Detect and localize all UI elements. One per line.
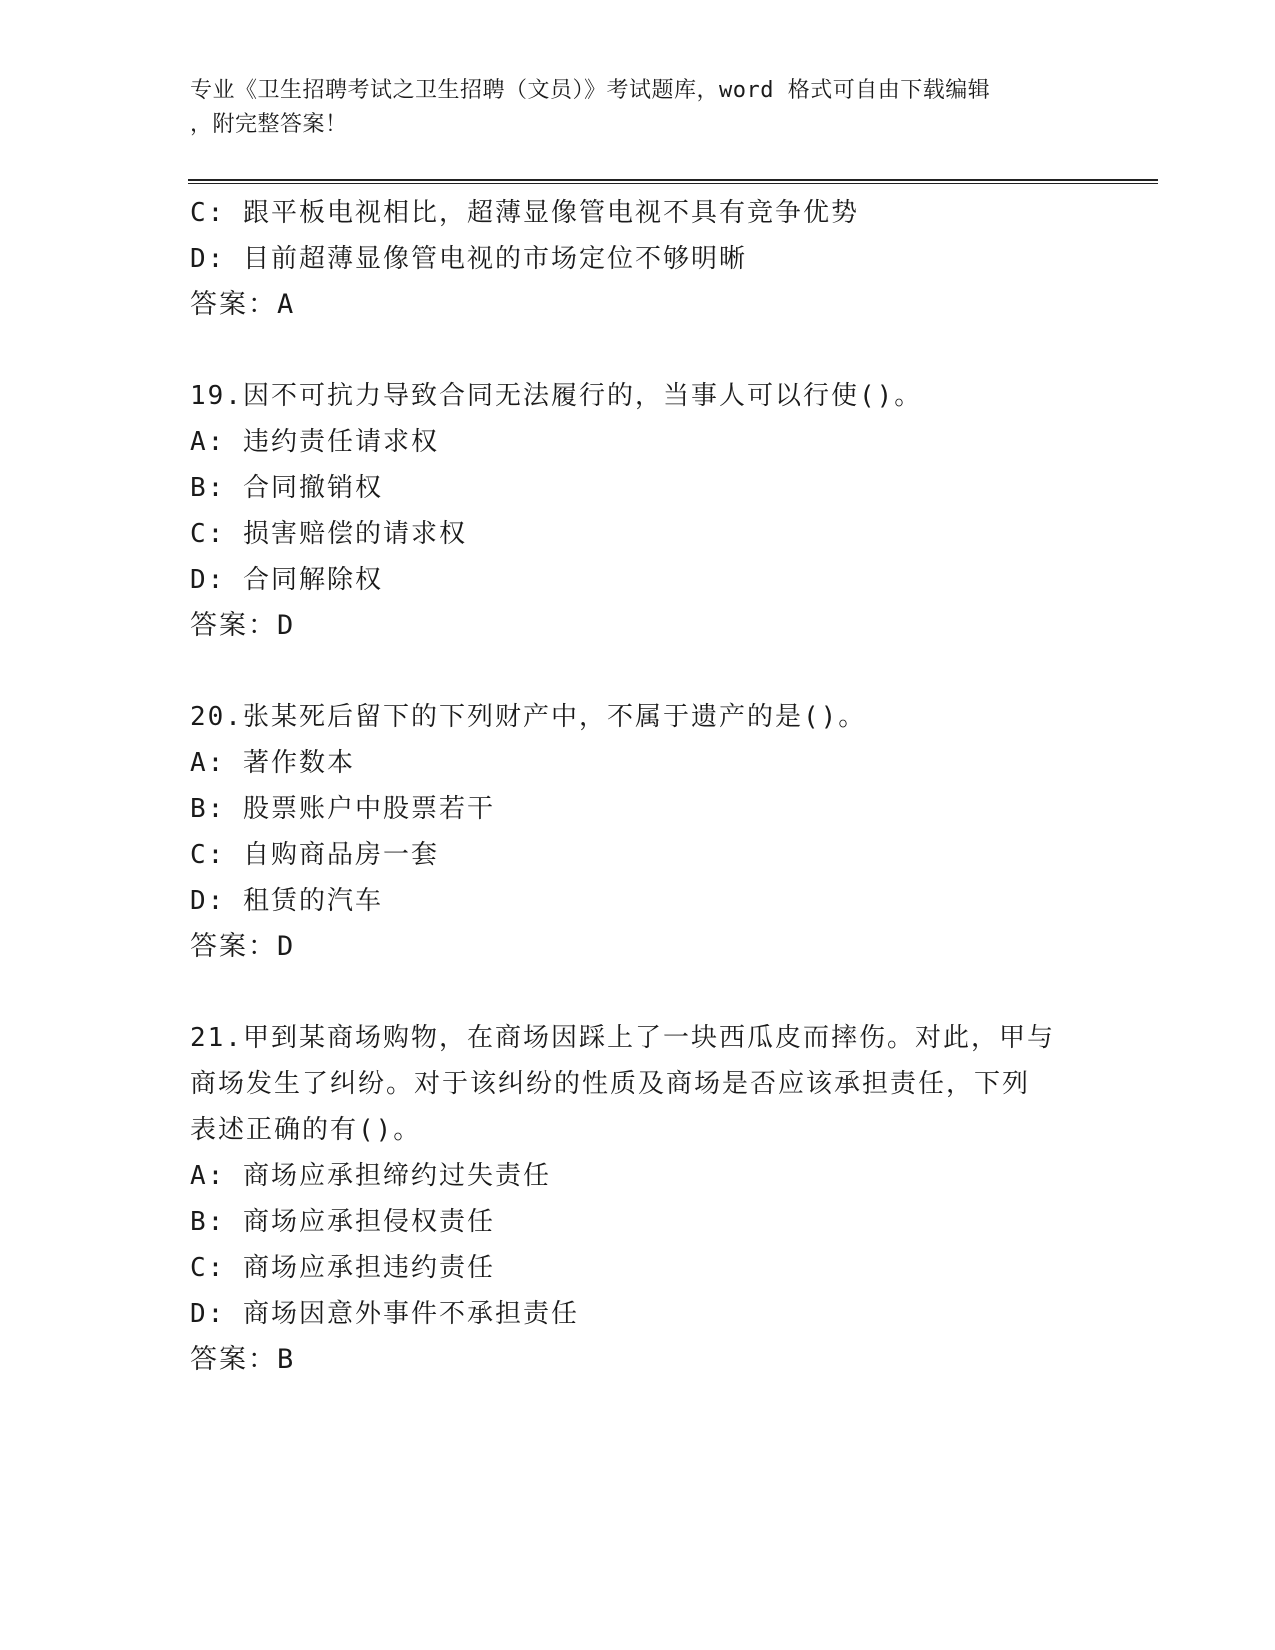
option-c: C: 跟平板电视相比，超薄显像管电视不具有竞争优势 xyxy=(190,198,859,228)
option-d: D: 租赁的汽车 xyxy=(190,886,383,916)
header-divider-bottom xyxy=(188,183,1158,184)
option-a: A: 著作数本 xyxy=(190,748,355,778)
answer-line: 答案：D xyxy=(190,931,296,962)
answer-line: 答案：D xyxy=(190,610,296,641)
option-b: B: 商场应承担侵权责任 xyxy=(190,1207,495,1237)
carry-over-question xyxy=(190,190,1090,328)
question-list xyxy=(190,190,1090,1383)
option-c: C: 商场应承担违约责任 xyxy=(190,1253,495,1283)
answer-line: 答案：A xyxy=(190,289,296,320)
option-d: D: 合同解除权 xyxy=(190,565,383,595)
document-header-note xyxy=(190,74,1090,142)
option-b: B: 股票账户中股票若干 xyxy=(190,794,495,824)
option-b: B: 合同撤销权 xyxy=(190,473,383,503)
option-a: A: 违约责任请求权 xyxy=(190,427,439,457)
option-d: D: 目前超薄显像管电视的市场定位不够明晰 xyxy=(190,244,747,274)
question-stem: 20.张某死后留下的下列财产中，不属于遗产的是()。 xyxy=(190,702,867,732)
question-stem-line-1: 21.甲到某商场购物，在商场因踩上了一块西瓜皮而摔伤。对此，甲与 xyxy=(190,1023,1055,1053)
option-a: A: 商场应承担缔约过失责任 xyxy=(190,1161,551,1191)
question-stem-line-3: 表述正确的有()。 xyxy=(190,1115,422,1145)
answer-line: 答案：B xyxy=(190,1344,296,1375)
question-20 xyxy=(190,694,1090,970)
option-c: C: 损害赔偿的请求权 xyxy=(190,519,467,549)
option-d: D: 商场因意外事件不承担责任 xyxy=(190,1299,579,1329)
question-21 xyxy=(190,1015,1090,1383)
header-line-2: ，附完整答案！ xyxy=(190,112,348,137)
header-divider-top xyxy=(188,179,1158,181)
question-19 xyxy=(190,373,1090,649)
header-line-1: 专业《卫生招聘考试之卫生招聘（文员）》考试题库，word 格式可自由下载编辑 xyxy=(190,78,991,103)
question-stem: 19.因不可抗力导致合同无法履行的，当事人可以行使()。 xyxy=(190,381,923,411)
question-stem-line-2: 商场发生了纠纷。对于该纠纷的性质及商场是否应该承担责任，下列 xyxy=(190,1069,1031,1099)
option-c: C: 自购商品房一套 xyxy=(190,840,439,870)
